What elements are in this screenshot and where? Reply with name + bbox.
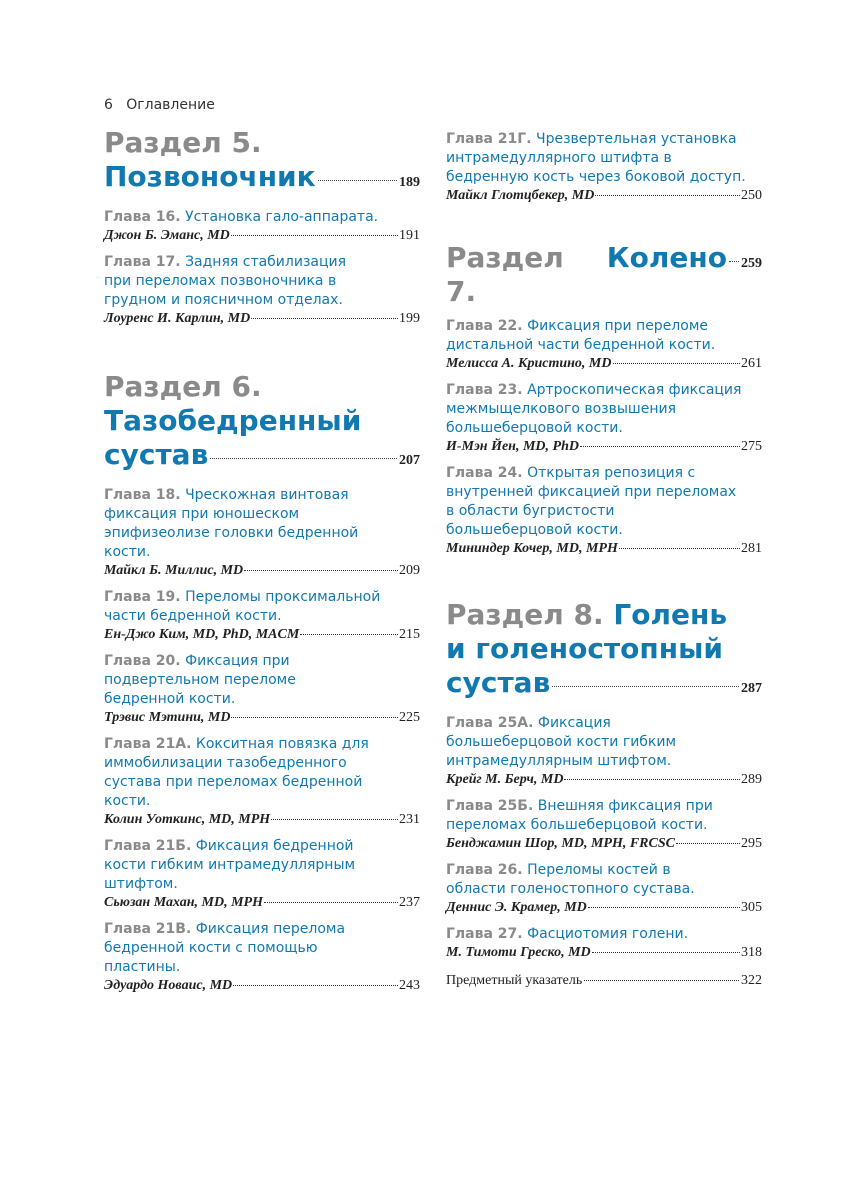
page-number: 289 xyxy=(741,772,762,787)
section-6 xyxy=(104,370,420,995)
page-number: 237 xyxy=(399,895,420,910)
section-title-row[interactable] xyxy=(104,160,420,200)
chapter-title: Фиксация большеберцовой кости гибким интрамедуллярным штифтом. xyxy=(446,715,677,769)
chapter-title: Внешняя фиксация при переломах большеберцовой кости. xyxy=(446,798,713,833)
chapter-title: Фиксация бедренной кости гибким интрамедуллярным штифтом. xyxy=(104,838,356,892)
leader-dots xyxy=(251,318,398,319)
page-number: 199 xyxy=(399,311,420,326)
chapter-title: Кокситная повязка для иммобилизации тазобедренного сустава при переломах бедренной кости. xyxy=(104,736,369,809)
chapter-entry[interactable] xyxy=(104,735,420,829)
chapter-entry[interactable] xyxy=(104,652,420,727)
section-title-row[interactable] xyxy=(104,438,420,478)
chapter-author: Мелисса А. Кристино, MD xyxy=(446,356,612,371)
chapter-label: Глава 18. xyxy=(104,487,181,503)
chapter-label: Глава 25Б. xyxy=(446,798,534,814)
chapter-entry[interactable] xyxy=(446,714,762,789)
page-number: 225 xyxy=(399,710,420,725)
leader-dots xyxy=(584,980,739,981)
section-title: сустав xyxy=(104,438,209,471)
leader-dots xyxy=(592,952,740,953)
section-5 xyxy=(104,126,420,328)
page-number: 215 xyxy=(399,627,420,642)
chapter-entry[interactable] xyxy=(446,317,762,373)
chapter-author: Джон Б. Эманс, MD xyxy=(104,228,230,243)
leader-dots xyxy=(676,843,740,844)
header-title: Оглавление xyxy=(126,97,215,113)
section-title-line: и голеностопный xyxy=(446,632,724,665)
page-number: 189 xyxy=(399,175,420,190)
chapter-title: Переломы костей в области голеностопного сустава. xyxy=(446,862,695,897)
leader-dots xyxy=(613,363,741,364)
page-number: 243 xyxy=(399,978,420,993)
chapter-title: Переломы проксимальной части бедренной кости. xyxy=(104,589,381,624)
chapter-title: Чрескожная винтовая фиксация при юношеском эпифизеолизе головки бедренной кости. xyxy=(104,487,359,560)
section-title: Позвоночник xyxy=(104,160,316,193)
chapter-author: Эдуардо Новаис, MD xyxy=(104,978,233,993)
section-title: Колено xyxy=(606,241,727,274)
chapter-title: Чрезвертельная установка интрамедуллярного штифта в бедренную кость через боковой доступ. xyxy=(446,131,746,185)
chapter-entry[interactable] xyxy=(446,797,762,853)
chapter-author: Мининдер Кочер, MD, MPH xyxy=(446,541,618,556)
chapter-title: Фиксация при переломе дистальной части бедренной кости. xyxy=(446,318,716,353)
leader-dots xyxy=(595,195,740,196)
chapter-entry[interactable] xyxy=(446,861,762,917)
chapter-label: Глава 21Г. xyxy=(446,131,532,147)
toc-right-column xyxy=(446,130,762,1018)
page-number: 275 xyxy=(741,439,762,454)
section-title: сустав xyxy=(446,666,551,699)
chapter-author: Трэвис Мэтини, MD xyxy=(104,710,231,725)
leader-dots xyxy=(729,261,739,262)
chapter-entry[interactable] xyxy=(104,253,420,328)
leader-dots xyxy=(231,717,398,718)
section-label: Раздел 5. xyxy=(104,126,262,159)
chapter-author: Майкл Глотцбекер, MD xyxy=(446,188,595,203)
chapter-label: Глава 22. xyxy=(446,318,523,334)
section-8 xyxy=(446,598,762,990)
chapter-author: И-Мэн Йен, MD, PhD xyxy=(446,439,579,454)
running-header xyxy=(104,97,215,113)
section-title-row[interactable] xyxy=(446,241,762,309)
chapter-author: Ен-Джо Ким, MD, PhD, MACM xyxy=(104,627,300,642)
page-number: 191 xyxy=(399,228,420,243)
chapter-title: Фасциотомия голени. xyxy=(527,926,689,942)
page-number: 295 xyxy=(741,836,762,851)
chapter-title: Открытая репозиция с внутренней фиксацией при переломах в области бугристости большеберцовой кости. xyxy=(446,465,737,538)
page-number: 209 xyxy=(399,563,420,578)
chapter-label: Глава 20. xyxy=(104,653,181,669)
chapter-title: Артроскопическая фиксация межмыщелкового возвышения большеберцовой кости. xyxy=(446,382,742,436)
chapter-label: Глава 19. xyxy=(104,589,181,605)
chapter-author: Бенджамин Шор, MD, MPH, FRCSC xyxy=(446,836,675,851)
chapter-entry[interactable] xyxy=(104,920,420,995)
section-title-line: Тазобедренный xyxy=(104,404,362,437)
leader-dots xyxy=(564,779,740,780)
leader-dots xyxy=(244,570,398,571)
leader-dots xyxy=(588,907,740,908)
chapter-author: Сьюзан Махан, MD, MPH xyxy=(104,895,263,910)
page-number: 281 xyxy=(741,541,762,556)
chapter-label: Глава 21А. xyxy=(104,736,192,752)
leader-dots xyxy=(264,902,398,903)
section-label: Раздел 8. xyxy=(446,598,604,631)
page-number: 318 xyxy=(741,945,762,960)
chapter-title: Задняя стабилизация при переломах позвоночника в грудном и поясничном отделах. xyxy=(104,254,347,308)
page-number: 6 xyxy=(104,97,113,113)
section-7 xyxy=(446,241,762,558)
chapter-label: Глава 25А. xyxy=(446,715,534,731)
chapter-title: Фиксация при подвертельном переломе бедренной кости. xyxy=(104,653,296,707)
leader-dots xyxy=(580,446,740,447)
chapter-entry[interactable] xyxy=(446,130,762,205)
leader-dots xyxy=(233,985,398,986)
chapter-author: Крейг М. Берч, MD xyxy=(446,772,564,787)
chapter-entry[interactable] xyxy=(104,837,420,912)
page-number: 305 xyxy=(741,900,762,915)
leader-dots xyxy=(271,819,398,820)
page-number: 322 xyxy=(741,973,762,988)
chapter-label: Глава 21Б. xyxy=(104,838,192,854)
chapter-entry[interactable] xyxy=(446,464,762,558)
page-number: 207 xyxy=(399,453,420,468)
section-label: Раздел 6. xyxy=(104,370,262,403)
section-title-row[interactable] xyxy=(446,666,762,706)
page-number: 231 xyxy=(399,812,420,827)
chapter-label: Глава 16. xyxy=(104,209,181,225)
chapter-label: Глава 21В. xyxy=(104,921,192,937)
chapter-label: Глава 27. xyxy=(446,926,523,942)
chapter-author: Деннис Э. Крамер, MD xyxy=(446,900,587,915)
chapter-entry[interactable] xyxy=(104,486,420,580)
page-number: 250 xyxy=(741,188,762,203)
chapter-label: Глава 17. xyxy=(104,254,181,270)
chapter-title: Установка гало-аппарата. xyxy=(185,209,379,225)
section-label: Раздел 7. xyxy=(446,241,564,308)
page-number: 287 xyxy=(741,681,762,696)
chapter-author: М. Тимоти Греско, MD xyxy=(446,945,591,960)
chapter-entry[interactable] xyxy=(446,925,762,962)
leader-dots xyxy=(300,634,398,635)
leader-dots xyxy=(318,180,397,181)
chapter-author: Колин Уоткинс, MD, MPH xyxy=(104,812,271,827)
chapter-label: Глава 26. xyxy=(446,862,523,878)
chapter-entry[interactable] xyxy=(104,208,420,245)
chapter-label: Глава 23. xyxy=(446,382,523,398)
page-number: 259 xyxy=(741,256,762,271)
toc-left-column xyxy=(104,126,420,1023)
chapter-entry[interactable] xyxy=(104,588,420,644)
chapter-author: Майкл Б. Миллис, MD xyxy=(104,563,244,578)
chapter-entry[interactable] xyxy=(446,381,762,456)
section-title-first-line xyxy=(446,598,762,632)
section-title-part: Голень xyxy=(613,598,728,631)
leader-dots xyxy=(210,458,397,459)
chapter-label: Глава 24. xyxy=(446,465,523,481)
page-number: 261 xyxy=(741,356,762,371)
index-label: Предметный указатель xyxy=(446,973,583,988)
leader-dots xyxy=(231,235,398,236)
index-entry[interactable] xyxy=(446,972,762,990)
leader-dots xyxy=(552,686,739,687)
chapter-author: Лоуренс И. Карлин, MD xyxy=(104,311,251,326)
leader-dots xyxy=(619,548,740,549)
chapter-title: Фиксация перелома бедренной кости с помощью пластины. xyxy=(104,921,346,975)
